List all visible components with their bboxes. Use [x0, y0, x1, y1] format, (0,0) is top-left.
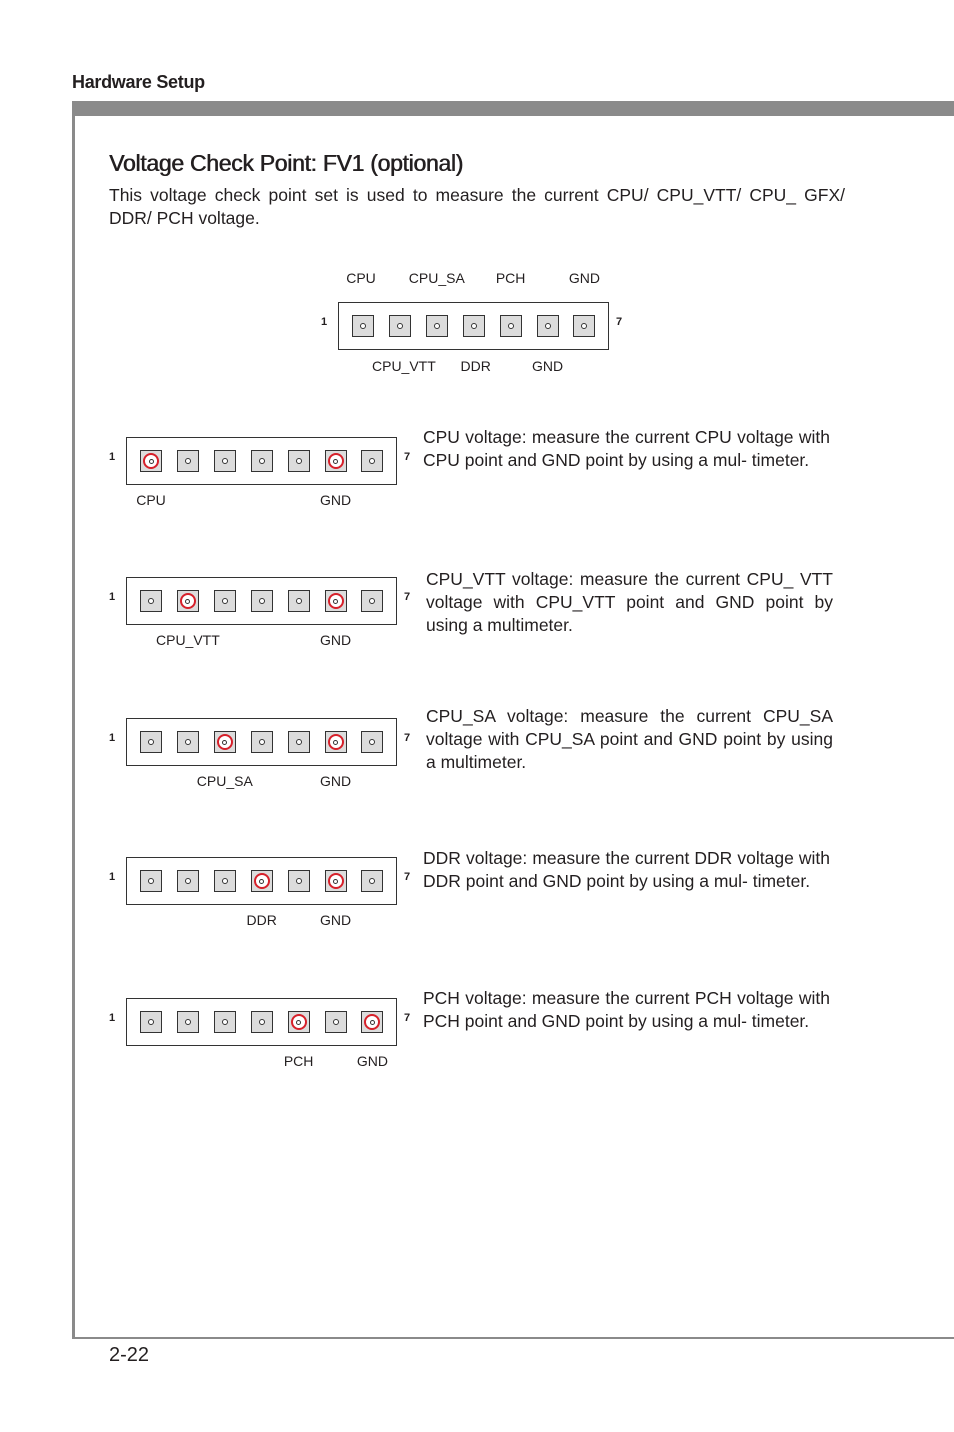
- example-5-pin-2: [177, 1011, 199, 1033]
- overview-bottom-label: GND: [531, 358, 564, 374]
- example-1-pin-hole: [222, 458, 228, 464]
- overview-pin-hole: [397, 323, 403, 329]
- example-4-pin-2: [177, 870, 199, 892]
- page-title: Voltage Check Point: FV1 (optional): [109, 150, 463, 176]
- example-3-pin-label: GND: [319, 773, 352, 789]
- example-1-pin-hole: [328, 453, 344, 469]
- example-5-pin-4: [251, 1011, 273, 1033]
- overview-pin-6: [537, 315, 559, 337]
- example-2-pin-hole: [222, 598, 228, 604]
- header-bar: [72, 101, 954, 116]
- example-3-pin-5: [288, 731, 310, 753]
- example-3-pin-2: [177, 731, 199, 753]
- example-2-pin-5: [288, 590, 310, 612]
- example-5-pin1-number: 1: [109, 1012, 116, 1024]
- overview-top-label: GND: [568, 270, 600, 286]
- example-2-pin-label: CPU_VTT: [155, 632, 220, 648]
- overview-pin-5: [500, 315, 522, 337]
- example-4-pin-1: [140, 870, 162, 892]
- example-5-pin-1: [140, 1011, 162, 1033]
- example-4-pin-hole: [222, 878, 228, 884]
- example-3-pin-hole: [296, 739, 302, 745]
- overview-top-label: CPU: [346, 270, 376, 286]
- section-header: Hardware Setup: [72, 72, 205, 92]
- example-5-pin-hole: [222, 1019, 228, 1025]
- bottom-rule: [72, 1337, 954, 1339]
- example-4-pin-hole: [185, 878, 191, 884]
- overview-pin-hole: [434, 323, 440, 329]
- example-3-pin-hole: [328, 734, 344, 750]
- example-1-pin-hole: [369, 458, 375, 464]
- example-5-pin-5: [288, 1011, 310, 1033]
- overview-pin-hole: [581, 323, 587, 329]
- example-2-description: CPU_VTT voltage: measure the current CPU_ VTT voltage with CPU_VTT point and GND point by using a multimeter.: [426, 569, 833, 635]
- example-1-pin-5: [288, 450, 310, 472]
- example-1-pin-2: [177, 450, 199, 472]
- example-4-pin-hole: [148, 878, 154, 884]
- example-2-pin-6: [325, 590, 347, 612]
- example-3-pin-hole: [148, 739, 154, 745]
- example-1-pin7-number: 7: [404, 451, 411, 463]
- example-4-pin-hole: [296, 878, 302, 884]
- example-2-pin1-number: 1: [109, 591, 116, 603]
- example-5-pin7-number: 7: [404, 1012, 411, 1024]
- example-3-description: CPU_SA voltage: measure the current CPU_SA voltage with CPU_SA point and GND point by using a multimeter.: [426, 706, 833, 772]
- example-4-pin-hole: [328, 873, 344, 889]
- overview-top-label: CPU_SA: [408, 270, 465, 286]
- example-3-pin-label: CPU_SA: [196, 773, 253, 789]
- example-2-pin-hole: [259, 598, 265, 604]
- example-4-pin-hole: [254, 873, 270, 889]
- left-rule: [72, 101, 75, 1339]
- example-2-pin-3: [214, 590, 236, 612]
- overview-pin-1: [352, 315, 374, 337]
- example-5-pin-hole: [291, 1014, 307, 1030]
- example-2-pin7-number: 7: [404, 591, 411, 603]
- example-2-pin-hole: [296, 598, 302, 604]
- example-1-description: CPU voltage: measure the current CPU voltage with CPU point and GND point by using a mul- timeter.: [423, 427, 830, 470]
- example-2-pin-hole: [180, 593, 196, 609]
- example-1-pin-3: [214, 450, 236, 472]
- example-5-pin-3: [214, 1011, 236, 1033]
- example-1-pin-hole: [259, 458, 265, 464]
- example-5-pin-hole: [185, 1019, 191, 1025]
- example-3-pin-4: [251, 731, 273, 753]
- example-3-pin-hole: [217, 734, 233, 750]
- example-4-pin-6: [325, 870, 347, 892]
- example-5-pin-6: [325, 1011, 347, 1033]
- example-1-pin-1: [140, 450, 162, 472]
- example-2-pin-2: [177, 590, 199, 612]
- example-1-pin-label: CPU: [136, 492, 166, 508]
- example-1-pin-6: [325, 450, 347, 472]
- example-1-pin-hole: [296, 458, 302, 464]
- example-4-pin-label: GND: [319, 912, 352, 928]
- page-number: 2-22: [109, 1344, 150, 1366]
- overview-pin7-number: 7: [616, 316, 623, 328]
- example-1-pin1-number: 1: [109, 451, 116, 463]
- example-4-pin1-number: 1: [109, 871, 116, 883]
- example-2-pin-hole: [328, 593, 344, 609]
- example-1-pin-7: [361, 450, 383, 472]
- example-4-pin-4: [251, 870, 273, 892]
- example-4-description: DDR voltage: measure the current DDR voltage with DDR point and GND point by using a mul- timeter.: [423, 848, 830, 891]
- example-3-pin-6: [325, 731, 347, 753]
- example-2-pin-hole: [369, 598, 375, 604]
- overview-pin-7: [573, 315, 595, 337]
- example-3-pin-hole: [259, 739, 265, 745]
- overview-pin-hole: [508, 323, 514, 329]
- example-4-pin-label: DDR: [246, 912, 277, 928]
- example-5-pin-7: [361, 1011, 383, 1033]
- example-3-pin-7: [361, 731, 383, 753]
- overview-pin-4: [463, 315, 485, 337]
- overview-pin-hole: [360, 323, 366, 329]
- example-1-pin-hole: [143, 453, 159, 469]
- example-5-pin-hole: [148, 1019, 154, 1025]
- example-4-pin7-number: 7: [404, 871, 411, 883]
- overview-pin-hole: [471, 323, 477, 329]
- example-3-pin-hole: [185, 739, 191, 745]
- example-1-pin-hole: [185, 458, 191, 464]
- example-2-pin-7: [361, 590, 383, 612]
- example-1-pin-4: [251, 450, 273, 472]
- example-3-pin1-number: 1: [109, 732, 116, 744]
- example-5-pin-hole: [364, 1014, 380, 1030]
- example-3-pin-3: [214, 731, 236, 753]
- overview-pin-3: [426, 315, 448, 337]
- example-4-pin-hole: [369, 878, 375, 884]
- example-2-pin-1: [140, 590, 162, 612]
- example-2-pin-hole: [148, 598, 154, 604]
- overview-pin-hole: [545, 323, 551, 329]
- example-3-pin-hole: [369, 739, 375, 745]
- overview-pin-2: [389, 315, 411, 337]
- example-5-pin-hole: [259, 1019, 265, 1025]
- example-4-pin-3: [214, 870, 236, 892]
- overview-top-label: PCH: [495, 270, 526, 286]
- example-2-pin-4: [251, 590, 273, 612]
- intro-paragraph: This voltage check point set is used to measure the current CPU/ CPU_VTT/ CPU_ GFX/ DDR/ PCH voltage.: [109, 185, 845, 228]
- overview-bottom-label: DDR: [460, 358, 491, 374]
- example-1-pin-label: GND: [319, 492, 352, 508]
- example-5-pin-hole: [333, 1019, 339, 1025]
- example-2-pin-label: GND: [319, 632, 352, 648]
- example-5-pin-label: GND: [356, 1053, 388, 1069]
- example-4-pin-7: [361, 870, 383, 892]
- overview-pin1-number: 1: [321, 316, 328, 328]
- overview-bottom-label: CPU_VTT: [371, 358, 436, 374]
- example-3-pin-1: [140, 731, 162, 753]
- example-5-description: PCH voltage: measure the current PCH voltage with PCH point and GND point by using a mul- timeter.: [423, 988, 830, 1031]
- example-3-pin7-number: 7: [404, 732, 411, 744]
- example-5-pin-label: PCH: [283, 1053, 314, 1069]
- example-4-pin-5: [288, 870, 310, 892]
